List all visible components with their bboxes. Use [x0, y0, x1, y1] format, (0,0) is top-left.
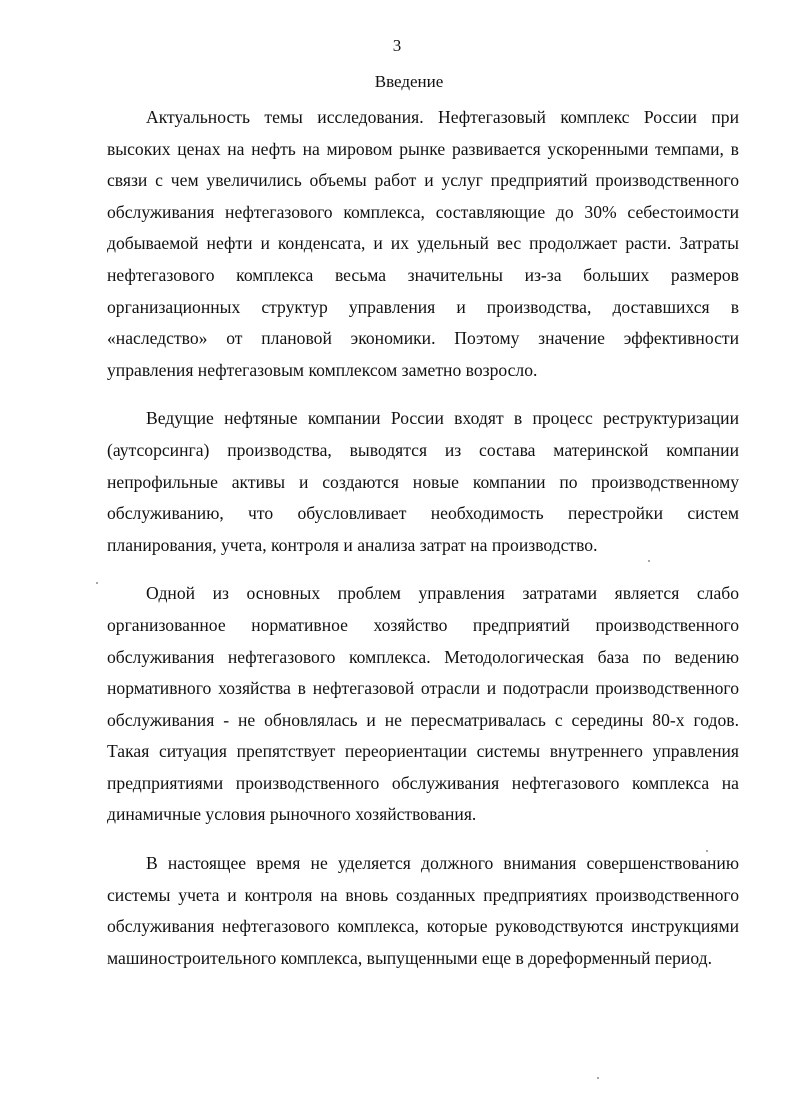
scan-speck	[96, 582, 98, 584]
paragraph-relevance: Актуальность темы исследования. Нефтегазовый комплекс России при высоких ценах на нефть на мировом рынке развивается ускоренными темпами, в связи с чем увеличились объемы работ и услуг предприятий производственного обслуживания нефтегазового комплекса, составляющие до 30% себестоимости добываемой нефти и конденсата, и их удельный вес продолжает расти. Затраты нефтегазового комплекса весьма значительны из-за больших размеров организационных структур управления и производства, доставшихся в «наследство» от плановой экономики. Поэтому значение эффективности управления нефтегазовым комплексом заметно возросло.	[107, 107, 739, 380]
scan-speck	[706, 850, 708, 852]
paragraph-restructuring: Ведущие нефтяные компании России входят в процесс реструктуризации (аутсорсинга) производства, выводятся из состава материнской компании непрофильные активы и создаются новые компании по производственному обслуживанию, что обусловливает необходимость перестройки систем планирования, учета, контроля и анализа затрат на производство.	[107, 408, 739, 555]
scan-speck	[597, 1077, 599, 1079]
section-heading: Введение	[374, 72, 444, 91]
paragraph-cost-management: Одной из основных проблем управления затратами является слабо организованное нормативное хозяйство предприятий производственного обслуживания нефтегазового комплекса. Методологическая база по ведению нормативного хозяйства в нефтегазовой отрасли и подотрасли производственного обслуживания - не обновлялась и не пересматривалась с середины 80-х годов. Такая ситуация препятствует переориентации системы внутреннего управления предприятиями производственного обслуживания нефтегазового комплекса на динамичные условия рыночного хозяйствования.	[107, 583, 739, 825]
body-text	[107, 102, 739, 974]
paragraph-accounting-control: В настоящее время не уделяется должного внимания совершенствованию системы учета и контроля на вновь созданных предприятиях производственного обслуживания нефтегазового комплекса, которые руководствуются инструкциями машиностроительного комплекса, выпущенными еще в дореформенный период.	[107, 853, 739, 968]
scan-speck	[648, 560, 650, 562]
page-number: 3	[392, 36, 402, 55]
